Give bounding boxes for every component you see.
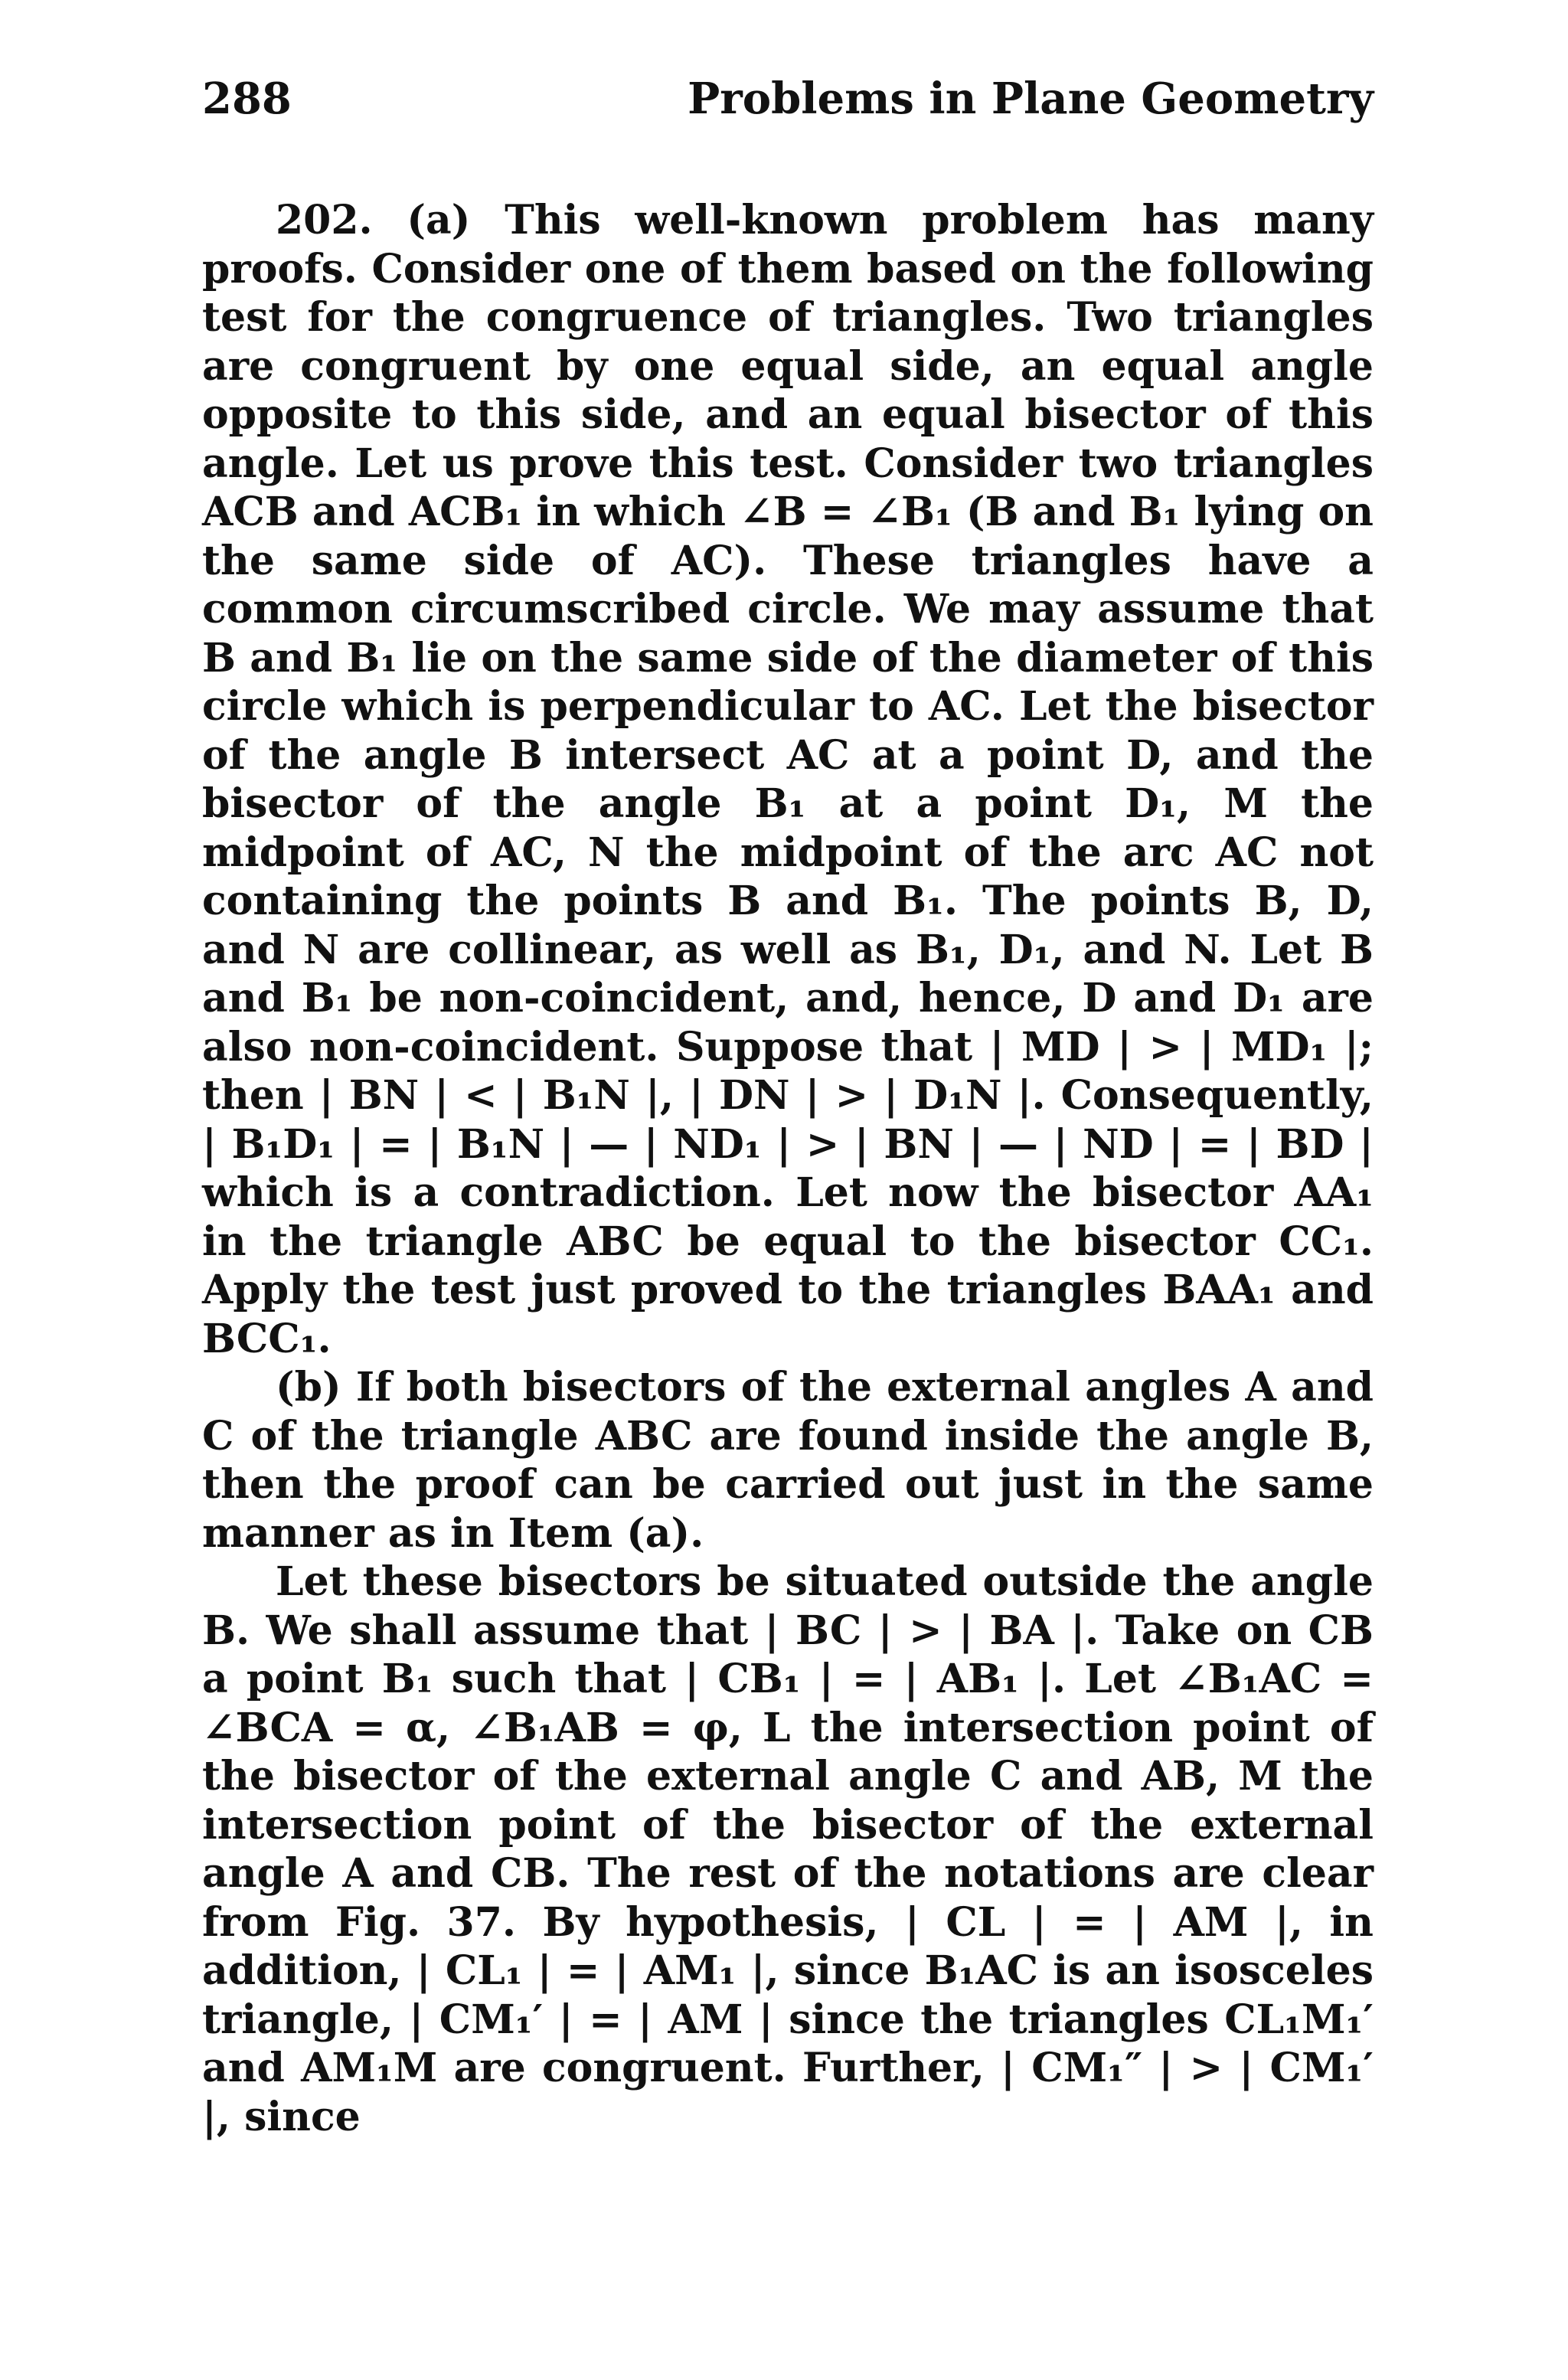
paragraph-202a: 202. (a) This well-known problem has many proofs. Consider one of them based on the following test for the congruence of triangles. Two triangles are congruent by one equal side, an equal angle opposite to this side, and an equal bisector of this angle. Let us prove this test. Consider two triangles ACB and ACB₁ in which ∠B = ∠B₁ (B and B₁ lying on the same side of AC). These triangles have a common circumscribed circle. We may assume that B and B₁ lie on the same side of the diameter of this circle which is perpendicular to AC. Let the bisector of the angle B intersect AC at a point D, and the bisector of the angle B₁ at a point D₁, M the midpoint of AC, N the midpoint of the arc AC not containing the points B and B₁. The points B, D, and N are collinear, as well as B₁, D₁, and N. Let B and B₁ be non-coincident, and, hence, D and D₁ are also non-coincident. Suppose that | MD | > | MD₁ |; then | BN | < | B₁N |, | DN | > | D₁N |. Consequently, | B₁D₁ | = | B₁N | — | ND₁ | > | BN | — | ND | = | BD | which is a contradiction. Let now the bisector AA₁ in the triangle ABC be equal to the bisector CC₁. Apply the test just proved to the triangles BAA₁ and BCC₁.	[202, 197, 1374, 1362]
body-text	[202, 196, 1374, 2141]
paragraph-202b: (b) If both bisectors of the external angles A and C of the triangle ABC are found inside the angle B, then the proof can be carried out just in the same manner as in Item (a).	[202, 1364, 1374, 1557]
paragraph-202b-continued: Let these bisectors be situated outside the angle B. We shall assume that | BC | > | BA |. Take on CB a point B₁ such that | CB₁ | = | AB₁ |. Let ∠B₁AC = ∠BCA = α, ∠B₁AB = φ, L the intersection point of the bisector of the external angle C and AB, M the intersection point of the bisector of the external angle A and CB. The rest of the notations are clear from Fig. 37. By hypothesis, | CL | = | AM |, in addition, | CL₁ | = | AM₁ |, since B₁AC is an isosceles triangle, | CM₁′ | = | AM | since the triangles CL₁M₁′ and AM₁M are congruent. Further, | CM₁″ | > | CM₁′ |, since	[202, 1558, 1374, 2140]
page-number: 288	[202, 74, 292, 124]
page-header	[202, 74, 1374, 135]
running-title: Problems in Plane Geometry	[688, 74, 1374, 124]
